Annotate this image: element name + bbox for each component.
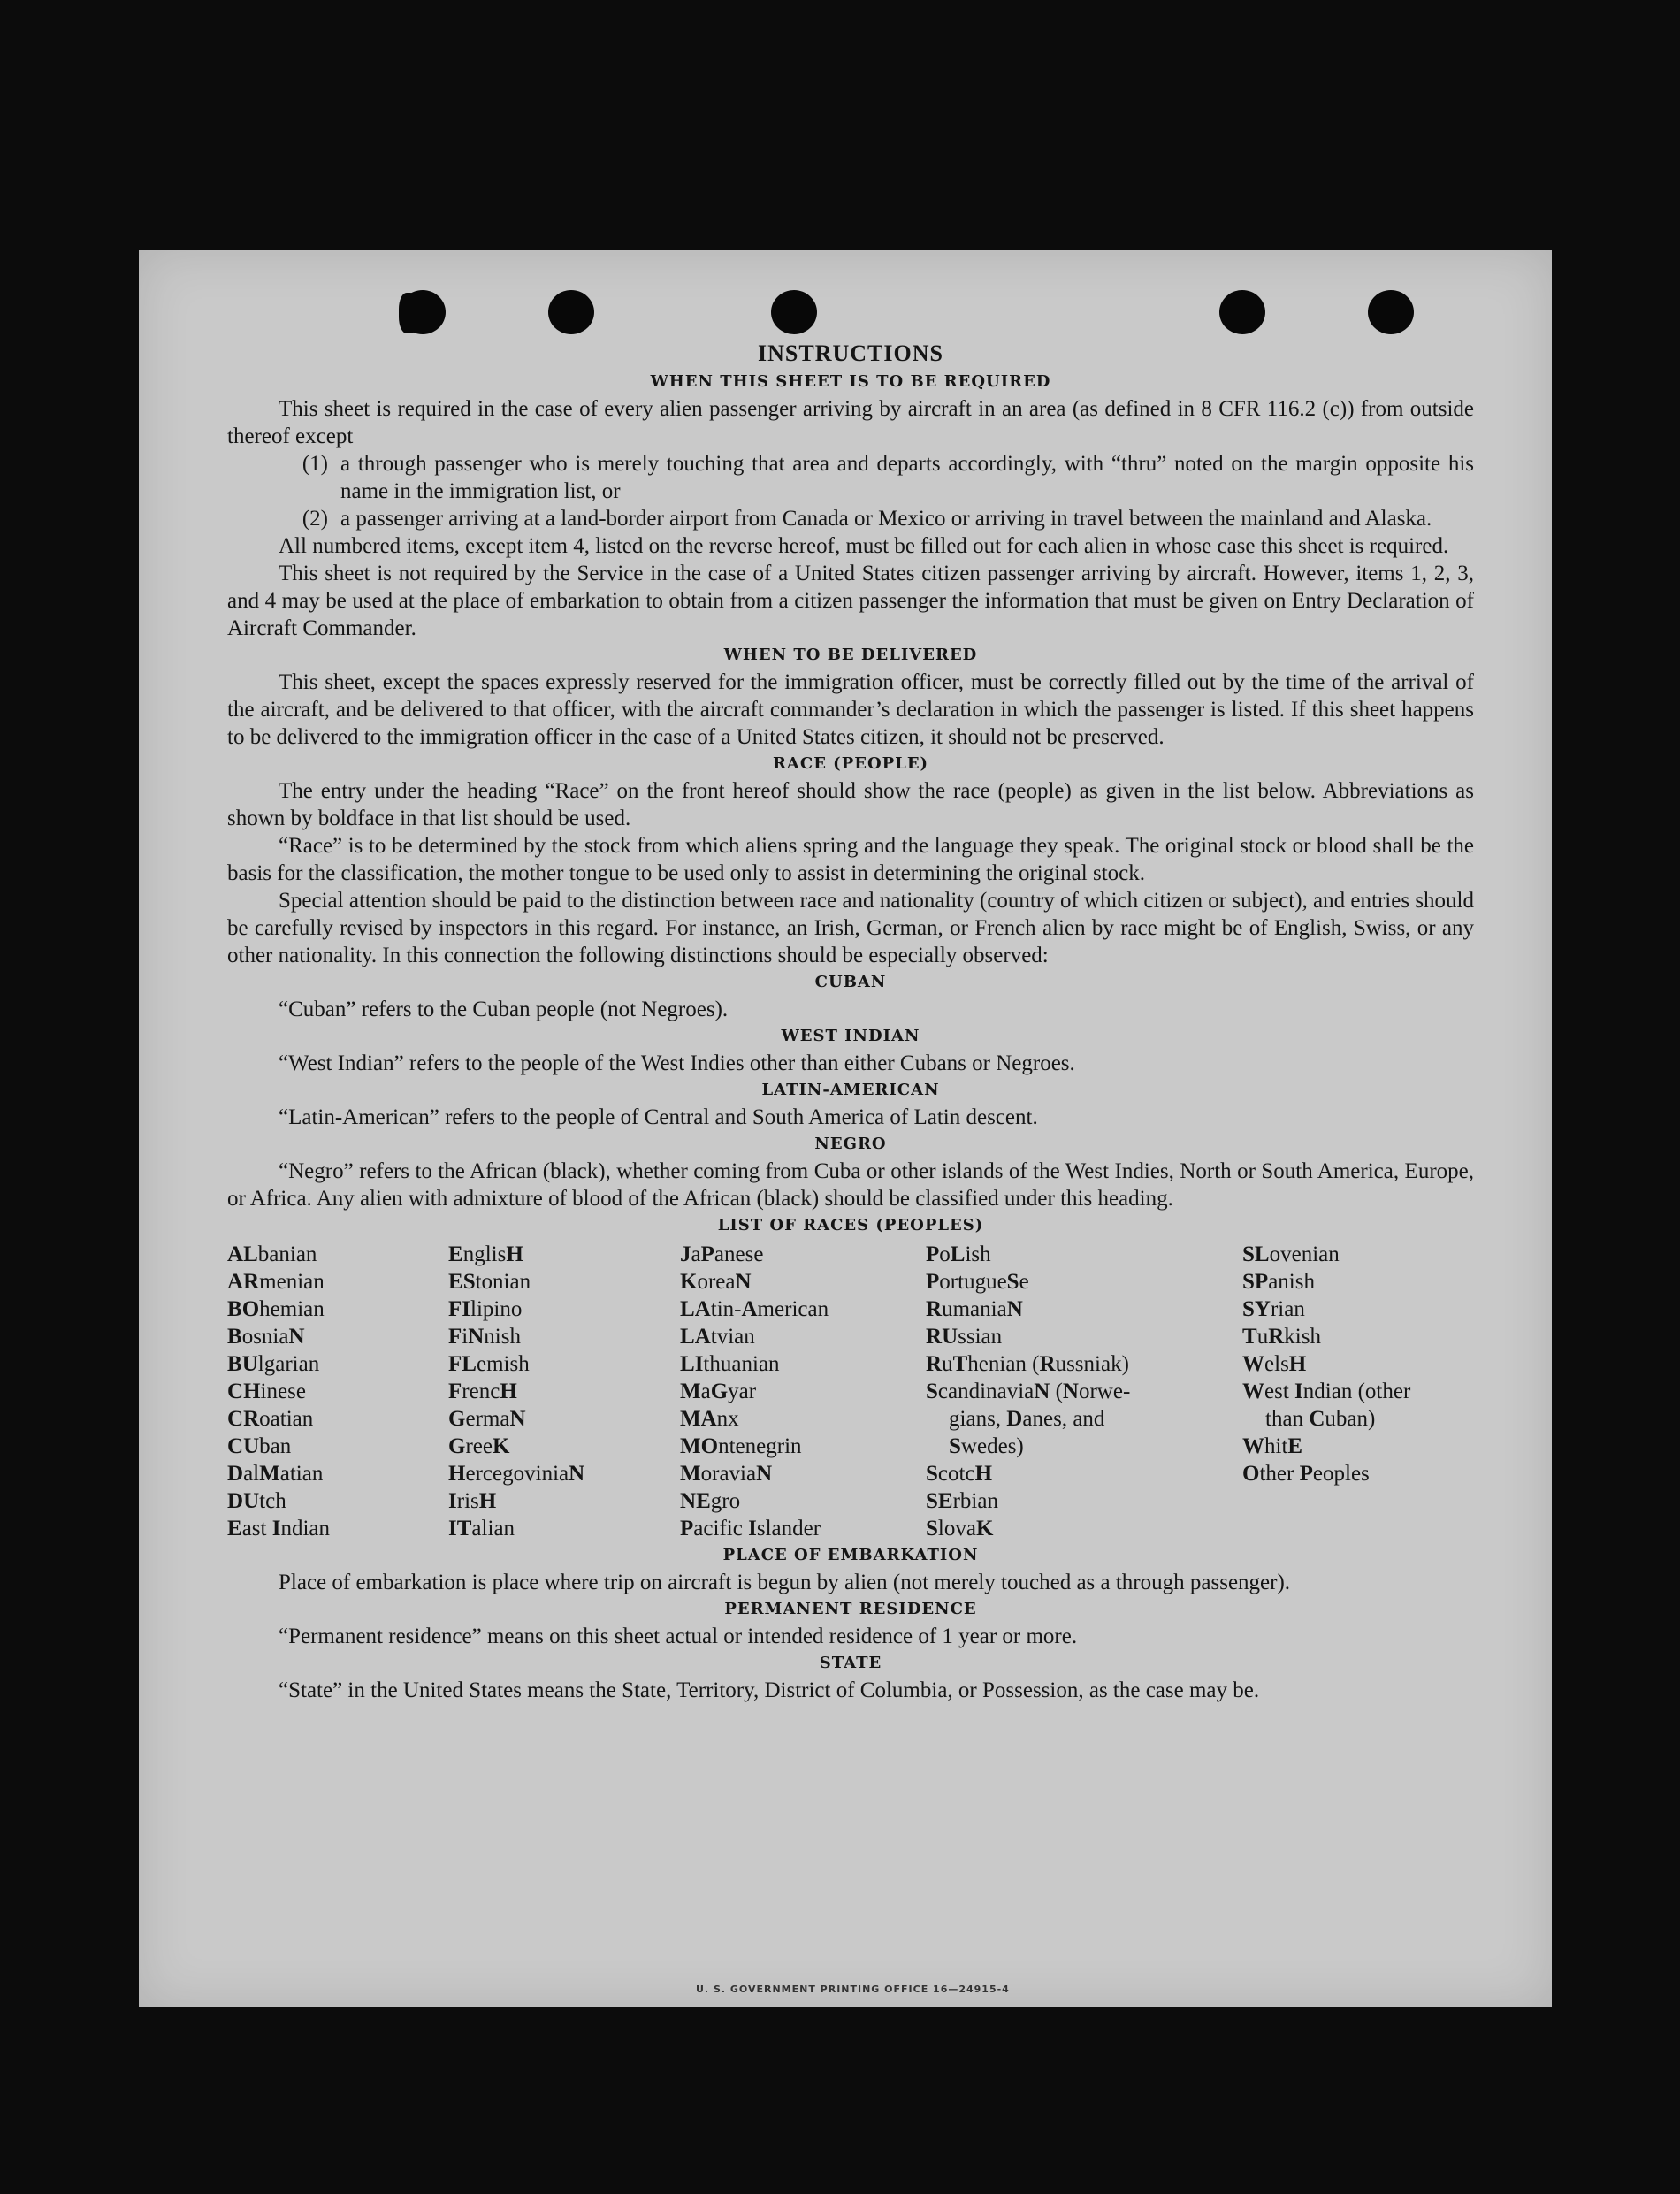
race-list-item: TuRkish bbox=[1242, 1325, 1321, 1349]
race-list-item: HercegovinіaN bbox=[448, 1462, 585, 1486]
race-list-item: LAtvian bbox=[680, 1325, 755, 1349]
section-heading-cuban: CUBAN bbox=[814, 973, 887, 991]
race-list-item: KoreaN bbox=[680, 1270, 752, 1294]
race-list-item: IrisH bbox=[448, 1489, 497, 1513]
race-list-item: SYrian bbox=[1242, 1297, 1305, 1321]
race-list-item: MOntenegrin bbox=[680, 1434, 802, 1458]
race-list-item: RUssian bbox=[926, 1325, 1003, 1349]
section-heading-embarkation: PLACE OF EMBARKATION bbox=[722, 1546, 979, 1564]
race-list-item: DalMatian bbox=[227, 1462, 324, 1486]
race-list-item: ARmenian bbox=[227, 1270, 325, 1294]
race-list-item: CHinese bbox=[227, 1380, 306, 1403]
race-list-item: BUlgarian bbox=[227, 1352, 320, 1376]
exception-item-2 bbox=[227, 505, 1474, 532]
race-list-item: LAtin-American bbox=[680, 1297, 829, 1321]
race-list-item: ALbanian bbox=[227, 1242, 317, 1266]
race-list-item: Swedes) bbox=[949, 1434, 1024, 1458]
state-paragraph: “State” in the United States means the State, Territory, District of Columbia, or Possession, as the case may be. bbox=[279, 1678, 1260, 1702]
race-list-item: FIlipino bbox=[448, 1297, 523, 1321]
race-list-item: CUban bbox=[227, 1434, 292, 1458]
race-list-item: WhitE bbox=[1242, 1434, 1303, 1458]
race-list-item: GreeK bbox=[448, 1434, 510, 1458]
races-column-2 bbox=[448, 1241, 680, 1542]
embarkation-paragraph: Place of embarkation is place where trip on aircraft is begun by alien (not merely touched as a through passenger). bbox=[279, 1571, 1291, 1594]
punch-hole bbox=[548, 290, 594, 334]
page-title: INSTRUCTIONS bbox=[758, 340, 943, 366]
residence-paragraph: “Permanent residence” means on this sheet actual or intended residence of 1 year or more. bbox=[279, 1624, 1078, 1648]
races-list bbox=[227, 1241, 1474, 1542]
race-list-item: ScotcH bbox=[926, 1462, 993, 1486]
section-heading-races-list: LIST OF RACES (PEOPLES) bbox=[717, 1216, 984, 1235]
race-list-item: West Indian (other bbox=[1242, 1380, 1411, 1403]
section-heading-latin-american: LATIN-AMERICAN bbox=[761, 1081, 940, 1099]
race-list-item: MAnx bbox=[680, 1407, 739, 1431]
race-list-item: FiNnish bbox=[448, 1325, 521, 1349]
race-list-item: FLemish bbox=[448, 1352, 530, 1376]
race-list-item: RuThenian (Russniak) bbox=[926, 1352, 1129, 1376]
negro-paragraph: “Negro” refers to the African (black), whether coming from Cuba or other islands of the West Indies, North or South America, Europe, or Africa. Any alien with admixture of blood of the African (black) should be classified under this heading. bbox=[227, 1159, 1474, 1211]
race-list-item: East Indian bbox=[227, 1517, 331, 1540]
race-list-item: DUtch bbox=[227, 1489, 286, 1513]
races-column-1 bbox=[227, 1241, 448, 1542]
race-list-item: ITalian bbox=[448, 1517, 515, 1540]
punch-hole bbox=[1219, 290, 1265, 334]
section-heading-race: RACE (PEOPLE) bbox=[772, 754, 929, 773]
race-list-item: BOhemian bbox=[227, 1297, 325, 1321]
race-list-item: EStonian bbox=[448, 1270, 531, 1294]
exception-text: a through passenger who is merely touching that area and departs accordingly, with “thru” noted on the margin opposite his name in the immigration list, or bbox=[340, 452, 1474, 503]
west-indian-paragraph: “West Indian” refers to the people of the West Indies other than either Cubans or Negroes. bbox=[279, 1051, 1075, 1075]
citizen-paragraph: This sheet is not required by the Service in the case of a United States citizen passenger arriving by aircraft. However, items 1, 2, 3, and 4 may be used at the place of embarkation to obtain from a citizen passenger the information that must be given on Entry Declaration of Aircraft Commander. bbox=[227, 562, 1474, 640]
section-heading-negro: NEGRO bbox=[814, 1135, 887, 1153]
section-heading-residence: PERMANENT RESIDENCE bbox=[724, 1600, 977, 1618]
race-list-item: RumaniaN bbox=[926, 1297, 1023, 1321]
exception-item-1 bbox=[227, 450, 1474, 505]
race-list-item: EnglisH bbox=[448, 1242, 523, 1266]
printer-imprint: U. S. GOVERNMENT PRINTING OFFICE 16—24915-4 bbox=[696, 1984, 1010, 1995]
punch-hole-torn bbox=[399, 293, 418, 333]
race-paragraph-3: Special attention should be paid to the distinction between race and nationality (country of which citizen or subject), and entries should be carefully revised by inspectors in this regard. For instance, an Irish, German, or French alien by race might be of English, Swiss, or any other nationality. In this connection the following distinctions should be especially observed: bbox=[227, 889, 1474, 967]
race-list-item: SLovenian bbox=[1242, 1242, 1340, 1266]
race-list-item: JaPanese bbox=[680, 1242, 764, 1266]
race-list-item: MoraviaN bbox=[680, 1462, 773, 1486]
races-column-4 bbox=[926, 1241, 1242, 1542]
exception-number: (1) bbox=[302, 452, 328, 476]
section-heading-delivered: WHEN TO BE DELIVERED bbox=[723, 646, 978, 664]
race-list-item: LIthuanian bbox=[680, 1352, 780, 1376]
race-list-item: FrencH bbox=[448, 1380, 517, 1403]
delivered-paragraph: This sheet, except the spaces expressly reserved for the immigration officer, must be correctly filled out by the time of the arrival of the aircraft, and be delivered to that officer, with the aircraft commander’s declaration in which the passenger is listed. If this sheet happens to be delivered to the immigration officer in the case of a United States citizen, it should not be preserved. bbox=[227, 670, 1474, 749]
punch-hole bbox=[1368, 290, 1414, 334]
exception-number: (2) bbox=[302, 507, 328, 531]
race-paragraph-1: The entry under the heading “Race” on the front hereof should show the race (people) as given in the list below. Abbreviations as shown by boldface in that list should be used. bbox=[227, 779, 1474, 830]
race-list-item: WelsH bbox=[1242, 1352, 1307, 1376]
race-list-item: SErbian bbox=[926, 1489, 998, 1513]
race-list-item: than Cuban) bbox=[1265, 1407, 1376, 1431]
exception-text: a passenger arriving at a land-border airport from Canada or Mexico or arriving in travel between the mainland and Alaska. bbox=[340, 507, 1432, 531]
race-list-item: CRoatian bbox=[227, 1407, 314, 1431]
race-list-item: SPanish bbox=[1242, 1270, 1315, 1294]
required-intro: This sheet is required in the case of every alien passenger arriving by aircraft in an area (as defined in 8 CFR 116.2 (c)) from outside thereof except bbox=[227, 397, 1474, 448]
race-list-item: Pacific Islander bbox=[680, 1517, 821, 1540]
races-column-5 bbox=[1242, 1241, 1474, 1542]
races-column-3 bbox=[680, 1241, 926, 1542]
race-list-item: GermaN bbox=[448, 1407, 526, 1431]
race-list-item: ScandinaviaN (Norwe- bbox=[926, 1380, 1131, 1403]
section-heading-west-indian: WEST INDIAN bbox=[781, 1027, 920, 1045]
numbered-items-paragraph: All numbered items, except item 4, listed on the reverse hereof, must be filled out for each alien in whose case this sheet is required. bbox=[279, 534, 1449, 558]
race-list-item: BosniaN bbox=[227, 1325, 305, 1349]
document-sheet bbox=[139, 250, 1552, 2007]
race-list-item: Other Peoples bbox=[1242, 1462, 1370, 1486]
race-list-item: PoLish bbox=[926, 1242, 991, 1266]
latin-american-paragraph: “Latin-American” refers to the people of Central and South America of Latin descent. bbox=[279, 1105, 1038, 1129]
race-list-item: NEgro bbox=[680, 1489, 741, 1513]
race-paragraph-2: “Race” is to be determined by the stock from which aliens spring and the language they speak. The original stock or blood shall be the basis for the classification, the mother tongue to be used only to assist in determining the original stock. bbox=[227, 834, 1474, 885]
cuban-paragraph: “Cuban” refers to the Cuban people (not Negroes). bbox=[279, 998, 729, 1021]
section-heading-state: STATE bbox=[819, 1654, 882, 1672]
race-list-item: PortugueSe bbox=[926, 1270, 1029, 1294]
race-list-item: SlovaK bbox=[926, 1517, 994, 1540]
race-list-item: MaGyar bbox=[680, 1380, 757, 1403]
punch-hole bbox=[771, 290, 817, 334]
instructions-content bbox=[227, 339, 1474, 1704]
section-heading-required: WHEN THIS SHEET IS TO BE REQUIRED bbox=[650, 372, 1051, 391]
race-list-item: gians, Danes, and bbox=[949, 1407, 1105, 1431]
